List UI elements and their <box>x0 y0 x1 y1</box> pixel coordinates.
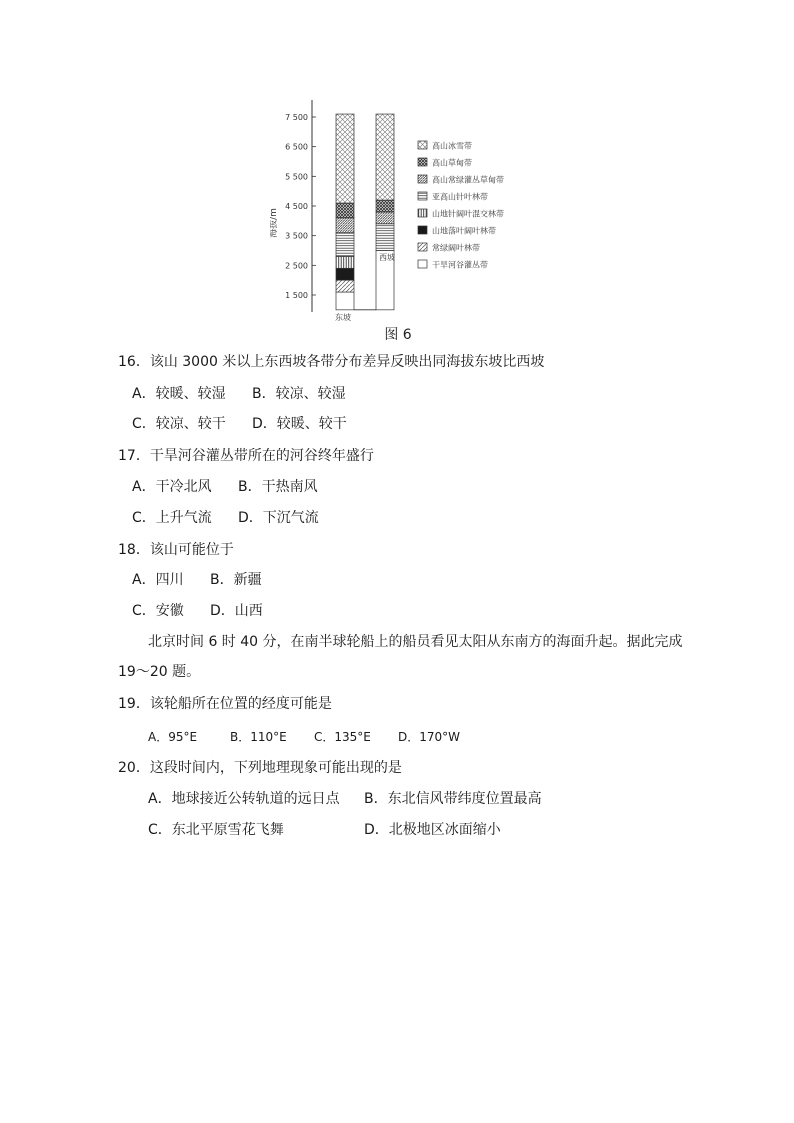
y-tick-label: 1 500 <box>285 291 308 300</box>
east-slope-column <box>336 114 354 310</box>
q18-option-a[interactable]: A．四川 <box>132 572 184 588</box>
east-slope-label: 东坡 <box>335 313 351 322</box>
q19-option-c[interactable]: C．135°E <box>314 730 371 744</box>
east-slope-band <box>336 292 354 310</box>
q18-option-d[interactable]: D．山西 <box>210 603 263 619</box>
y-tick-label: 7 500 <box>285 113 308 122</box>
q18-option-c[interactable]: C．安徽 <box>132 603 184 619</box>
west-slope-band <box>376 114 394 200</box>
west-slope-label: 西坡 <box>379 253 395 262</box>
q20-option-b[interactable]: B．东北信风带纬度位置最高 <box>364 791 542 807</box>
y-tick-label: 6 500 <box>285 142 308 152</box>
legend-label: 高山常绿灌丛草甸带 <box>432 175 504 185</box>
q19-option-b[interactable]: B．110°E <box>230 730 287 744</box>
legend-swatch <box>418 226 427 234</box>
legend-label: 山地落叶阔叶林带 <box>432 226 496 236</box>
q17-option-d[interactable]: D．下沉气流 <box>238 510 319 526</box>
legend-label: 高山草甸带 <box>432 158 472 168</box>
question-20: 20．这段时间内，下列地理现象可能出现的是 <box>118 760 402 776</box>
question-16: 16．该山 3000 米以上东西坡各带分布差异反映出同海拔东坡比西坡 <box>118 354 545 370</box>
legend-label: 亚高山针叶林带 <box>432 192 488 202</box>
legend <box>418 141 504 270</box>
east-slope-band <box>336 280 354 292</box>
q17-option-a[interactable]: A．干冷北风 <box>132 479 212 495</box>
altitude-zone-figure <box>270 92 550 352</box>
y-tick-label: 2 500 <box>285 261 308 271</box>
legend-swatch <box>418 158 427 166</box>
west-slope-band <box>376 200 394 212</box>
east-slope-band <box>336 233 354 257</box>
east-slope-band <box>336 268 354 280</box>
east-slope-band <box>336 114 354 203</box>
q20-option-c[interactable]: C．东北平原雪花飞舞 <box>148 822 284 838</box>
legend-swatch <box>418 141 427 149</box>
figure-caption: 图 6 <box>384 327 412 343</box>
legend-label: 干旱河谷灌丛带 <box>432 260 488 270</box>
q16-option-a[interactable]: A．较暖、较湿 <box>132 386 226 402</box>
q18-option-b[interactable]: B．新疆 <box>210 572 262 588</box>
q16-option-c[interactable]: C．较凉、较干 <box>132 416 226 432</box>
legend-label: 常绿阔叶林带 <box>432 243 480 253</box>
east-slope-band <box>336 256 354 268</box>
altitude-zone-chart <box>270 92 550 352</box>
q19-option-a[interactable]: A．95°E <box>148 730 198 744</box>
q20-option-a[interactable]: A．地球接近公转轨道的远日点 <box>148 791 340 807</box>
q16-option-d[interactable]: D．较暖、较干 <box>252 416 347 432</box>
question-17: 17．干旱河谷灌丛带所在的河谷终年盛行 <box>118 448 374 464</box>
question-19: 19．该轮船所在位置的经度可能是 <box>118 696 332 712</box>
legend-swatch <box>418 209 427 217</box>
y-tick-label: 3 500 <box>285 231 308 241</box>
legend-swatch <box>418 260 427 268</box>
y-axis-ticks <box>285 113 316 300</box>
question-18: 18．该山可能位于 <box>118 542 234 558</box>
y-tick-label: 4 500 <box>285 202 308 211</box>
west-slope-column <box>376 114 394 310</box>
east-slope-band <box>336 218 354 233</box>
intro-paragraph-line2: 19～20 题。 <box>118 664 201 680</box>
q17-option-c[interactable]: C．上升气流 <box>132 510 212 526</box>
q16-option-b[interactable]: B．较凉、较湿 <box>252 386 346 402</box>
legend-swatch <box>418 243 427 251</box>
intro-paragraph-line1: 北京时间 6 时 40 分，在南半球轮船上的船员看见太阳从东南方的海面升起。据此完成 <box>148 634 683 650</box>
q20-option-d[interactable]: D．北极地区冰面缩小 <box>364 822 501 838</box>
west-slope-band <box>376 224 394 251</box>
legend-swatch <box>418 175 427 183</box>
east-slope-band <box>336 203 354 218</box>
y-tick-label: 5 500 <box>285 172 308 182</box>
q19-option-d[interactable]: D．170°W <box>398 730 461 744</box>
legend-label: 山地针阔叶混交林带 <box>432 209 504 219</box>
legend-swatch <box>418 192 427 200</box>
legend-label: 高山冰雪带 <box>432 141 472 151</box>
q17-option-b[interactable]: B．干热南风 <box>238 479 318 495</box>
west-slope-band <box>376 212 394 224</box>
y-axis-label: 海拔/m <box>270 208 279 238</box>
